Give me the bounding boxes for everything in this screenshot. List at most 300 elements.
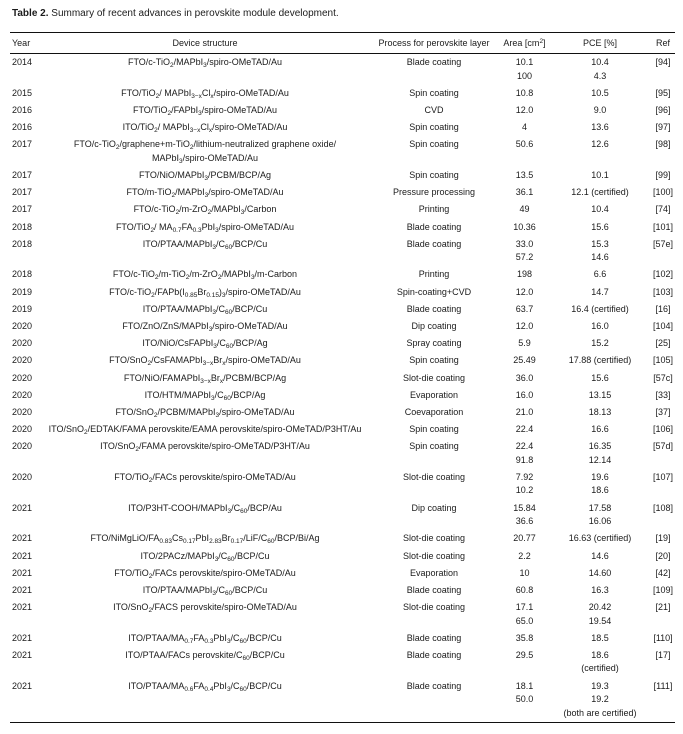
table-row	[10, 678, 675, 723]
structure-text: /FACs perovskite/spiro-OMeTAD/Au	[152, 471, 296, 482]
subscript: 0.6	[184, 685, 194, 693]
cell-year: 2020	[12, 441, 33, 452]
cell-process: Slot-die coating	[402, 372, 466, 383]
pce-value: 18.13	[588, 406, 612, 417]
cell-area	[500, 565, 549, 582]
structure-line	[42, 354, 368, 368]
structure-text: /BCP/Cu	[234, 550, 270, 561]
cell-device-structure	[42, 219, 368, 236]
area-value: 65.0	[515, 615, 534, 626]
subscript: 60	[239, 637, 247, 645]
cell-year: 2021	[12, 602, 33, 613]
pce-value: 16.63 (certified)	[568, 533, 632, 544]
structure-line	[42, 584, 368, 598]
table-row	[10, 184, 675, 201]
subscript: 3	[211, 394, 215, 402]
pce-value: 10.1	[591, 169, 609, 180]
subscript: 2	[207, 209, 212, 217]
area-value: 10.36	[513, 221, 536, 232]
col-header-year: Year	[10, 33, 42, 54]
structure-text: FTO/TiO	[114, 471, 149, 482]
pce-value: 14.6	[591, 550, 609, 561]
pce-value: 10.5	[591, 87, 609, 98]
cell-ref: [110]	[653, 632, 673, 643]
structure-line	[42, 286, 368, 300]
structure-text: ITO/TiO	[122, 122, 155, 133]
cell-device-structure	[42, 301, 368, 318]
structure-text: /m-ZrO	[189, 269, 218, 280]
table-row	[10, 599, 675, 630]
subscript: 0.83	[159, 538, 172, 546]
subscript: 2	[148, 572, 153, 580]
cell-year: 2021	[12, 680, 33, 691]
cell-pce	[549, 54, 651, 85]
structure-text: ITO/SnO	[100, 441, 136, 452]
structure-text: ITO/PTAA/MA	[128, 632, 185, 643]
area-value: 16.0	[515, 389, 534, 400]
structure-line	[42, 532, 368, 546]
subscript: 2	[151, 291, 155, 299]
subscript: 0.85	[184, 291, 198, 299]
subscript: x	[210, 92, 214, 100]
structure-text: /C	[214, 389, 224, 400]
cell-process: Slot-die coating	[402, 471, 466, 482]
structure-text: /spiro-OMeTAD/Au	[182, 152, 258, 163]
structure-text: FTO/TiO	[114, 567, 149, 578]
cell-ref: [19]	[655, 533, 671, 544]
structure-text: ITO/NiO/CsFAPbI	[142, 338, 214, 349]
table-row	[10, 266, 675, 283]
subscript: 2	[155, 92, 160, 100]
cell-ref: [74]	[655, 204, 671, 215]
cell-pce	[549, 318, 651, 335]
col-header-device-structure: Device structure	[42, 33, 368, 54]
table-row	[10, 500, 675, 531]
cell-year: 2017	[12, 169, 33, 180]
cell-device-structure	[42, 630, 368, 647]
table-row	[10, 54, 675, 85]
cell-device-structure	[42, 530, 368, 547]
area-value: 5.9	[518, 338, 531, 349]
subscript: x	[219, 377, 224, 385]
structure-text: FTO/NiO/FAMAPbI	[123, 372, 201, 383]
area-value: 4	[521, 122, 527, 133]
cell-process: Spin coating	[409, 355, 459, 366]
table-row	[10, 370, 675, 387]
structure-text: /spiro-OMeTAD/Au	[218, 221, 295, 232]
area-value: 60.8	[515, 584, 534, 595]
cell-area	[500, 352, 549, 369]
structure-text: /BCP/Ag	[233, 338, 268, 349]
subscript: 2	[154, 127, 158, 134]
subscript: 60	[239, 685, 247, 693]
cell-process: Blade coating	[406, 680, 462, 691]
structure-text: /C	[230, 632, 240, 643]
col-header-ref: Ref	[651, 33, 675, 54]
cell-process: CVD	[424, 104, 444, 115]
cell-area	[500, 438, 549, 469]
structure-text: ITO/SnO	[113, 602, 149, 613]
structure-text: /m-TiO	[158, 269, 186, 280]
pce-value: 18.5	[591, 632, 609, 643]
cell-pce	[549, 678, 651, 723]
structure-text: MAPbI	[152, 152, 180, 163]
cell-pce	[549, 352, 651, 369]
cell-device-structure	[42, 565, 368, 582]
area-value: 25.49	[513, 355, 536, 366]
structure-text: /spiro-OMeTAD/Au	[213, 87, 289, 98]
structure-text: /C	[218, 550, 228, 561]
subscript: 3	[198, 109, 202, 117]
cell-year: 2021	[12, 550, 33, 561]
subscript: 0.3	[204, 637, 214, 645]
pce-value: 16.3	[591, 584, 609, 595]
table-row	[10, 119, 675, 136]
pce-value: 14.60	[588, 567, 612, 578]
area-value: 91.8	[515, 454, 534, 465]
structure-text: /C	[216, 338, 226, 349]
pce-value: 15.3	[591, 238, 609, 249]
area-value: 22.4	[515, 441, 534, 452]
cell-process: Dip coating	[411, 320, 457, 331]
subscript: 0.17	[182, 538, 196, 546]
table-caption-label: Table 2.	[12, 8, 49, 19]
structure-line	[42, 649, 368, 663]
subscript: 3	[240, 209, 245, 217]
cell-process: Blade coating	[406, 303, 462, 314]
subscript: 2	[153, 411, 158, 419]
cell-device-structure	[42, 370, 368, 387]
structure-text: /BCP/Cu	[232, 584, 268, 595]
pce-value: 19.54	[588, 615, 612, 626]
cell-area	[500, 630, 549, 647]
pce-value: 16.4 (certified)	[571, 303, 629, 314]
structure-line	[42, 337, 368, 351]
structure-text: /BCP/Cu	[246, 632, 282, 643]
cell-process: Spin coating	[409, 122, 459, 133]
subscript: 0.3	[192, 226, 202, 234]
table-row	[10, 301, 675, 318]
structure-text: /MAPbI	[221, 269, 251, 280]
structure-text: / MAPbI	[159, 87, 192, 98]
subscript: 2	[148, 476, 153, 484]
structure-text: /spiro-OMeTAD/Au	[225, 355, 301, 366]
structure-text: /C	[231, 502, 241, 513]
cell-process: Printing	[418, 204, 450, 215]
subscript: 60	[225, 243, 233, 251]
structure-line	[42, 203, 368, 217]
subscript: 2	[189, 144, 194, 152]
area-value: 100	[516, 70, 533, 81]
structure-text: ITO/PTAA/MAPbI	[142, 303, 213, 314]
subscript: 2	[147, 360, 152, 368]
structure-text: Cs	[171, 533, 183, 544]
cell-year: 2018	[12, 238, 33, 249]
structure-text: /C	[216, 584, 226, 595]
cell-device-structure	[42, 500, 368, 531]
cell-pce	[549, 548, 651, 565]
table-caption	[12, 7, 683, 20]
cell-ref: [96]	[655, 104, 671, 115]
area-value: 10.8	[515, 87, 534, 98]
structure-text: FA	[193, 632, 205, 643]
table-row	[10, 421, 675, 438]
cell-process: Coevaporation	[404, 406, 464, 417]
structure-line	[42, 320, 368, 334]
pce-value: 16.0	[591, 320, 609, 331]
pce-value: 15.6	[591, 372, 609, 383]
table-row	[10, 85, 675, 102]
structure-text: ITO/HTM/MAPbI	[144, 389, 211, 400]
structure-text: /MAPbI	[173, 57, 204, 67]
structure-text: ITO/SnO	[48, 424, 84, 435]
pce-value: 14.7	[591, 286, 609, 297]
pce-value: 13.6	[591, 122, 609, 133]
structure-text: /MAPbI	[175, 187, 205, 198]
cell-process: Pressure processing	[392, 187, 476, 198]
cell-ref: [103]	[652, 286, 674, 297]
cell-ref: [109]	[652, 584, 674, 595]
cell-pce	[549, 599, 651, 630]
cell-ref: [57c]	[653, 372, 673, 383]
structure-text: Cl	[200, 122, 209, 133]
cell-ref: [17]	[655, 649, 671, 660]
structure-text: FA	[181, 221, 193, 232]
pce-value: 12.1 (certified)	[571, 187, 629, 198]
structure-text: /C	[216, 303, 226, 314]
structure-text: / MA	[154, 221, 173, 232]
pce-value: 18.6	[591, 485, 609, 496]
pce-value: 9.0	[593, 104, 607, 115]
cell-ref: [57e]	[652, 238, 674, 249]
cell-area	[500, 678, 549, 723]
table-body	[10, 54, 675, 723]
subscript: 3	[179, 157, 183, 165]
pce-value: 18.6	[591, 649, 609, 660]
cell-year: 2021	[12, 567, 33, 578]
structure-text: ITO/PTAA/MA	[128, 680, 185, 691]
cell-year: 2018	[12, 221, 33, 232]
cell-ref: [25]	[655, 338, 671, 349]
pce-value: 14.6	[591, 252, 609, 263]
table-row	[10, 318, 675, 335]
cell-pce	[549, 500, 651, 531]
cell-device-structure	[42, 266, 368, 283]
cell-pce	[549, 236, 651, 267]
cell-year: 2020	[12, 338, 33, 349]
cell-area	[500, 404, 549, 421]
structure-line	[42, 389, 368, 403]
area-value: 57.2	[515, 252, 534, 263]
cell-area	[500, 469, 549, 500]
pce-value: 12.14	[588, 454, 612, 465]
cell-device-structure	[42, 438, 368, 469]
cell-device-structure	[42, 421, 368, 438]
area-value: 50.0	[515, 694, 534, 705]
structure-text: /spiro-OMeTAD/Au	[201, 104, 278, 115]
pce-value: (both are certified)	[563, 707, 637, 718]
cell-device-structure	[42, 136, 368, 167]
area-value: 2.2	[518, 550, 531, 561]
subscript: 2	[217, 274, 222, 282]
cell-area	[500, 335, 549, 352]
structure-line	[42, 238, 368, 252]
structure-line	[42, 440, 368, 454]
area-value: 36.0	[515, 372, 534, 383]
structure-text: /spiro-OMeTAD/Au	[212, 320, 288, 331]
cell-year: 2021	[12, 632, 33, 643]
cell-area	[500, 500, 549, 531]
pce-value: 19.3	[591, 680, 609, 691]
subscript: 2	[150, 226, 155, 234]
subscript: 0.7	[184, 637, 194, 645]
structure-line	[42, 169, 368, 183]
area-value: 10	[519, 567, 530, 578]
cell-year: 2021	[12, 649, 33, 660]
cell-ref: [100]	[652, 187, 674, 198]
subscript: 2	[175, 209, 180, 217]
cell-year: 2020	[12, 389, 33, 400]
pce-value: 15.2	[591, 338, 609, 349]
subscript: 3	[250, 274, 255, 282]
structure-text: ITO/2PACz/MAPbI	[140, 550, 215, 561]
structure-text: Br	[221, 533, 231, 544]
structure-text: /spiro-OMeTAD/Au	[225, 286, 301, 297]
subscript: 3	[204, 192, 209, 200]
cell-pce	[549, 565, 651, 582]
subscript: 3	[214, 555, 219, 563]
structure-text: /PCBM/BCP/Ag	[207, 169, 271, 180]
table-row	[10, 335, 675, 352]
structure-text: /PCBM/MAPbI	[157, 406, 216, 417]
structure-text: /BCP/Cu	[232, 238, 268, 249]
pce-value: 17.88 (certified)	[568, 355, 632, 366]
cell-pce	[549, 85, 651, 102]
structure-text: /FAMA perovskite/spiro-OMeTAD/P3HT/Au	[139, 441, 310, 452]
structure-line	[42, 268, 368, 282]
subscript: 3−x	[202, 360, 214, 368]
cell-area	[500, 387, 549, 404]
cell-year: 2015	[12, 87, 33, 98]
cell-process: Evaporation	[409, 389, 459, 400]
structure-text: FTO/NiMgLiO/FA	[90, 533, 160, 544]
cell-process: Spray coating	[406, 338, 462, 349]
area-value: 29.5	[515, 649, 534, 660]
structure-line	[42, 186, 368, 200]
subscript: 0.15	[206, 291, 219, 299]
cell-pce	[549, 102, 651, 119]
cell-area	[500, 219, 549, 236]
cell-area	[500, 421, 549, 438]
structure-text: FTO/c-TiO	[73, 139, 116, 150]
table-row	[10, 219, 675, 236]
structure-line	[42, 56, 368, 70]
structure-text: PbI	[201, 221, 216, 232]
cell-process: Blade coating	[406, 632, 462, 643]
structure-text: ITO/PTAA/FACs perovskite/C	[125, 649, 243, 660]
cell-pce	[549, 284, 651, 301]
cell-year: 2021	[12, 533, 33, 544]
structure-text: FTO/c-TiO	[112, 269, 155, 280]
subscript: 3	[215, 226, 219, 234]
structure-text: Cl	[201, 87, 211, 98]
cell-ref: [20]	[655, 550, 671, 561]
cell-process: Blade coating	[406, 238, 462, 249]
subscript: 2.83	[209, 538, 222, 546]
structure-text: /graphene+m-TiO	[119, 139, 190, 150]
cell-device-structure	[42, 647, 368, 678]
cell-ref: [37]	[655, 406, 671, 417]
area-value: 49	[519, 204, 530, 215]
subscript: 3	[203, 61, 207, 69]
area-value: 50.6	[515, 139, 534, 150]
subscript: 60	[225, 589, 233, 597]
cell-area	[500, 599, 549, 630]
col-header-area-bracket: ]	[543, 38, 546, 48]
cell-device-structure	[42, 404, 368, 421]
cell-device-structure	[42, 184, 368, 201]
cell-device-structure	[42, 352, 368, 369]
pce-value: (certified)	[581, 663, 619, 674]
structure-text: Br	[210, 372, 220, 383]
area-value: 17.1	[515, 602, 534, 613]
subscript: 0.4	[204, 685, 214, 693]
pce-value: 17.58	[588, 502, 612, 513]
table-row	[10, 352, 675, 369]
cell-area	[500, 301, 549, 318]
subscript: 60	[267, 538, 275, 546]
cell-pce	[549, 582, 651, 599]
cell-ref: [106]	[652, 424, 674, 435]
cell-area	[500, 167, 549, 184]
cell-year: 2021	[12, 584, 33, 595]
structure-text: /CsFAMAPbI	[151, 355, 203, 366]
cell-year: 2020	[12, 355, 33, 366]
structure-text: /FAPb(I	[154, 286, 185, 297]
cell-process: Slot-die coating	[402, 533, 466, 544]
structure-text: /C	[230, 680, 240, 691]
cell-ref: [95]	[655, 87, 671, 98]
cell-device-structure	[42, 85, 368, 102]
subscript: 60	[223, 394, 231, 402]
area-value: 10.1	[515, 57, 534, 67]
structure-line	[42, 502, 368, 516]
cell-pce	[549, 184, 651, 201]
cell-ref: [33]	[655, 389, 671, 400]
structure-text: Br	[197, 286, 207, 297]
cell-area	[500, 548, 549, 565]
pce-value: 19.2	[591, 694, 609, 705]
cell-ref: [94]	[655, 57, 671, 67]
structure-text: /Carbon	[244, 204, 277, 215]
cell-ref: [99]	[655, 169, 671, 180]
table-row	[10, 438, 675, 469]
structure-text: /spiro-OMeTAD/Au	[208, 187, 284, 198]
structure-text: /FACs perovskite/spiro-OMeTAD/Au	[152, 567, 296, 578]
cell-pce	[549, 630, 651, 647]
table-row	[10, 236, 675, 267]
cell-area	[500, 236, 549, 267]
cell-year: 2020	[12, 320, 33, 331]
cell-ref: [107]	[652, 471, 674, 482]
cell-device-structure	[42, 102, 368, 119]
cell-ref: [57d]	[652, 441, 674, 452]
cell-area	[500, 54, 549, 85]
subscript: 2	[171, 192, 176, 200]
table-row	[10, 548, 675, 565]
cell-pce	[549, 219, 651, 236]
structure-text: ITO/PTAA/MAPbI	[142, 584, 213, 595]
